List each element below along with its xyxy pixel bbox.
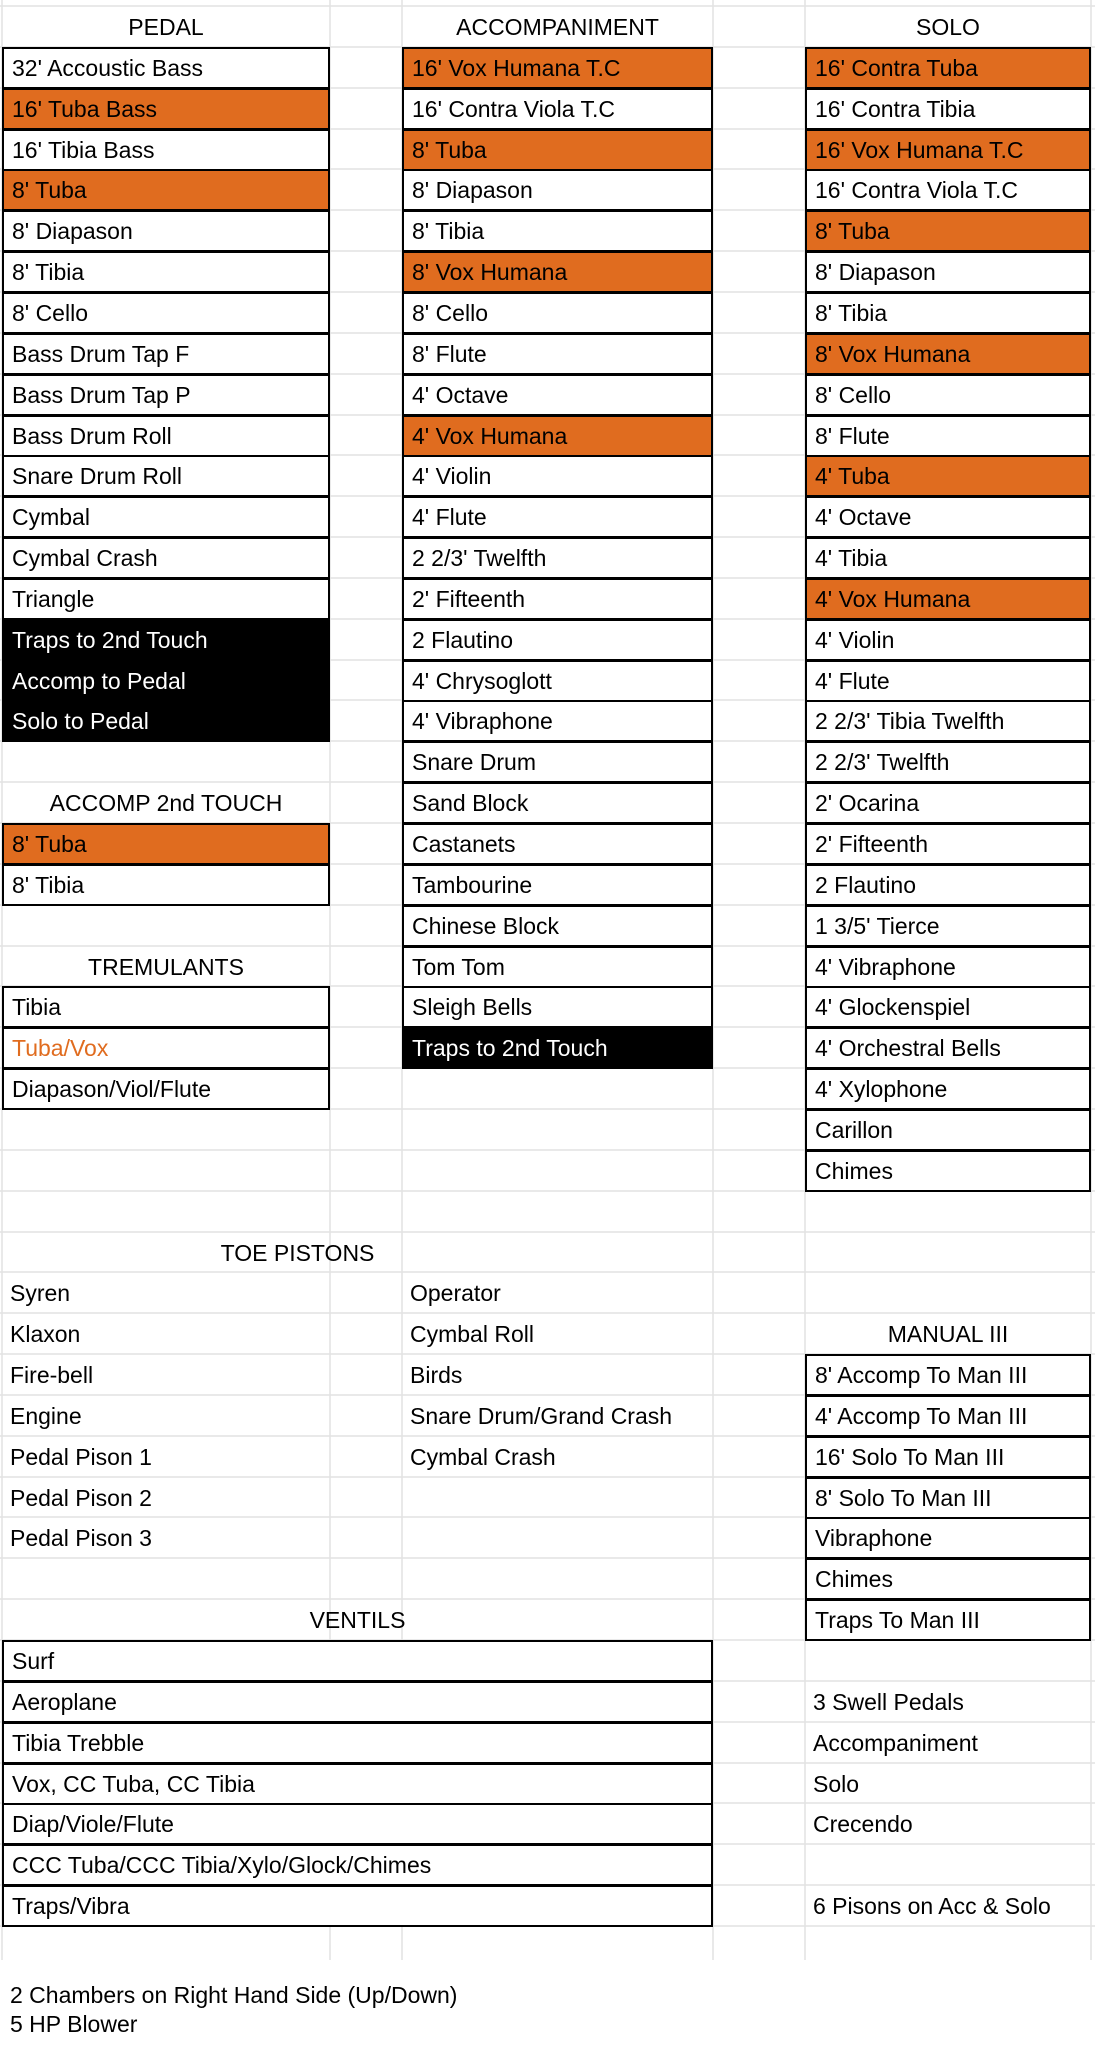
toe-piston-item: Cymbal Crash: [410, 1443, 556, 1470]
accompaniment-stop: 4' Violin: [402, 455, 713, 497]
pedal-stop: Cymbal Crash: [2, 537, 330, 579]
swell-solo: Solo: [813, 1770, 860, 1797]
accompaniment-header: ACCOMPANIMENT: [456, 13, 659, 40]
solo-stop: 8' Vox Humana: [805, 333, 1091, 375]
solo-stop: 16' Contra Viola T.C: [805, 169, 1091, 211]
solo-header: SOLO: [916, 13, 980, 40]
solo-stop: 8' Flute: [805, 415, 1091, 457]
pedal-stop: 16' Tuba Bass: [2, 88, 330, 130]
solo-stop: 16' Contra Tibia: [805, 88, 1091, 130]
accompaniment-stop: Traps to 2nd Touch: [402, 1027, 713, 1069]
manual-iii-stop: Traps To Man III: [805, 1599, 1091, 1641]
manual-iii-stop: 8' Solo To Man III: [805, 1477, 1091, 1519]
manual-iii-stop: Vibraphone: [805, 1517, 1091, 1559]
toe-piston-item: Pedal Pison 2: [10, 1484, 152, 1511]
accompaniment-stop: 4' Vox Humana: [402, 415, 713, 457]
toe-piston-item: Pedal Pison 1: [10, 1443, 152, 1470]
accompaniment-stop: 2' Fifteenth: [402, 578, 713, 620]
toe-piston-item: Operator: [410, 1279, 501, 1306]
pedal-stop: Cymbal: [2, 496, 330, 538]
toe-piston-item: Syren: [10, 1279, 71, 1306]
solo-stop: 4' Orchestral Bells: [805, 1027, 1091, 1069]
accompaniment-stop: Tambourine: [402, 864, 713, 906]
toe-piston-item: Klaxon: [10, 1320, 81, 1347]
pedal-stop: 8' Tuba: [2, 169, 330, 211]
ventils-stop: Traps/Vibra: [2, 1885, 713, 1927]
solo-stop: 8' Cello: [805, 374, 1091, 416]
ventils-stop: Diap/Viole/Flute: [2, 1803, 713, 1845]
solo-stop: 2 2/3' Tibia Twelfth: [805, 700, 1091, 742]
accompaniment-stop: 4' Vibraphone: [402, 700, 713, 742]
accomp-2nd-touch-stop: 8' Tibia: [2, 864, 330, 906]
solo-stop: 2 2/3' Twelfth: [805, 741, 1091, 783]
accompaniment-stop: 8' Cello: [402, 292, 713, 334]
solo-stop: 4' Vox Humana: [805, 578, 1091, 620]
solo-stop: 4' Violin: [805, 619, 1091, 661]
accompaniment-stop: Castanets: [402, 823, 713, 865]
pedal-stop: Bass Drum Roll: [2, 415, 330, 457]
toe-piston-item: Fire-bell: [10, 1361, 94, 1388]
pedal-stop: Traps to 2nd Touch: [2, 619, 330, 661]
swell-accompaniment: Accompaniment: [813, 1729, 978, 1756]
accomp-2nd-touch-header: ACCOMP 2nd TOUCH: [49, 789, 283, 816]
solo-stop: 8' Tibia: [805, 292, 1091, 334]
accompaniment-stop: 2 2/3' Twelfth: [402, 537, 713, 579]
solo-stop: 4' Flute: [805, 660, 1091, 702]
accompaniment-stop: 4' Chrysoglott: [402, 660, 713, 702]
pedal-stop: 8' Tibia: [2, 251, 330, 293]
swell-pedals-note: 3 Swell Pedals: [813, 1688, 964, 1715]
solo-stop: 2' Ocarina: [805, 782, 1091, 824]
accompaniment-stop: 8' Vox Humana: [402, 251, 713, 293]
pedal-stop: 16' Tibia Bass: [2, 129, 330, 171]
pedal-stop: Triangle: [2, 578, 330, 620]
pedal-stop: Accomp to Pedal: [2, 660, 330, 702]
ventils-stop: Surf: [2, 1640, 713, 1682]
toe-piston-item: Birds: [410, 1361, 463, 1388]
accompaniment-stop: Sleigh Bells: [402, 986, 713, 1028]
solo-stop: Carillon: [805, 1109, 1091, 1151]
solo-stop: 4' Xylophone: [805, 1068, 1091, 1110]
accomp-2nd-touch-stop: 8' Tuba: [2, 823, 330, 865]
pedal-stop: 8' Diapason: [2, 210, 330, 252]
solo-stop: 1 3/5' Tierce: [805, 905, 1091, 947]
accompaniment-stop: 4' Octave: [402, 374, 713, 416]
ventils-stop: Aeroplane: [2, 1681, 713, 1723]
pedal-stop: Solo to Pedal: [2, 700, 330, 742]
ventils-stop: Vox, CC Tuba, CC Tibia: [2, 1763, 713, 1805]
solo-stop: 8' Diapason: [805, 251, 1091, 293]
accompaniment-stop: 4' Flute: [402, 496, 713, 538]
tremulants-stop: Diapason/Viol/Flute: [2, 1068, 330, 1110]
accompaniment-stop: 16' Vox Humana T.C: [402, 47, 713, 89]
pedal-header: PEDAL: [128, 13, 204, 40]
solo-stop: 2' Fifteenth: [805, 823, 1091, 865]
solo-stop: 16' Vox Humana T.C: [805, 129, 1091, 171]
pedal-stop: 8' Cello: [2, 292, 330, 334]
solo-stop: 2 Flautino: [805, 864, 1091, 906]
manual-iii-stop: Chimes: [805, 1558, 1091, 1600]
solo-stop: 4' Tibia: [805, 537, 1091, 579]
pedal-stop: 32' Accoustic Bass: [2, 47, 330, 89]
accompaniment-stop: 2 Flautino: [402, 619, 713, 661]
tremulants-stop: Tuba/Vox: [2, 1027, 330, 1069]
solo-stop: 4' Vibraphone: [805, 946, 1091, 988]
accompaniment-stop: Snare Drum: [402, 741, 713, 783]
pedal-stop: Bass Drum Tap P: [2, 374, 330, 416]
accompaniment-stop: 8' Tuba: [402, 129, 713, 171]
ventils-stop: CCC Tuba/CCC Tibia/Xylo/Glock/Chimes: [2, 1844, 713, 1886]
ventils-header: VENTILS: [309, 1606, 406, 1633]
pedal-stop: Snare Drum Roll: [2, 455, 330, 497]
pistons-note: 6 Pisons on Acc & Solo: [813, 1892, 1051, 1919]
ventils-stop: Tibia Trebble: [2, 1722, 713, 1764]
accompaniment-stop: 16' Contra Viola T.C: [402, 88, 713, 130]
toe-piston-item: Snare Drum/Grand Crash: [410, 1402, 673, 1429]
pedal-stop: Bass Drum Tap F: [2, 333, 330, 375]
swell-crecendo: Crecendo: [813, 1810, 913, 1837]
accompaniment-stop: 8' Flute: [402, 333, 713, 375]
manual-iii-stop: 4' Accomp To Man III: [805, 1395, 1091, 1437]
solo-stop: 16' Contra Tuba: [805, 47, 1091, 89]
toe-piston-item: Pedal Pison 3: [10, 1524, 152, 1551]
toe-pistons-header: TOE PISTONS: [220, 1239, 375, 1266]
toe-piston-item: Cymbal Roll: [410, 1320, 534, 1347]
solo-stop: 8' Tuba: [805, 210, 1091, 252]
manual-iii-stop: 16' Solo To Man III: [805, 1436, 1091, 1478]
accompaniment-stop: Sand Block: [402, 782, 713, 824]
footer-note-chambers: 2 Chambers on Right Hand Side (Up/Down): [10, 1982, 458, 2008]
accompaniment-stop: Chinese Block: [402, 905, 713, 947]
manual-iii-stop: 8' Accomp To Man III: [805, 1354, 1091, 1396]
accompaniment-stop: 8' Tibia: [402, 210, 713, 252]
solo-stop: 4' Glockenspiel: [805, 986, 1091, 1028]
toe-piston-item: Engine: [10, 1402, 82, 1429]
manual-iii-header: MANUAL III: [887, 1320, 1009, 1347]
solo-stop: 4' Octave: [805, 496, 1091, 538]
solo-stop: Chimes: [805, 1150, 1091, 1192]
tremulants-header: TREMULANTS: [88, 953, 244, 980]
accompaniment-stop: 8' Diapason: [402, 169, 713, 211]
tremulants-stop: Tibia: [2, 986, 330, 1028]
accompaniment-stop: Tom Tom: [402, 946, 713, 988]
solo-stop: 4' Tuba: [805, 455, 1091, 497]
footer-note-blower: 5 HP Blower: [10, 2011, 138, 2037]
